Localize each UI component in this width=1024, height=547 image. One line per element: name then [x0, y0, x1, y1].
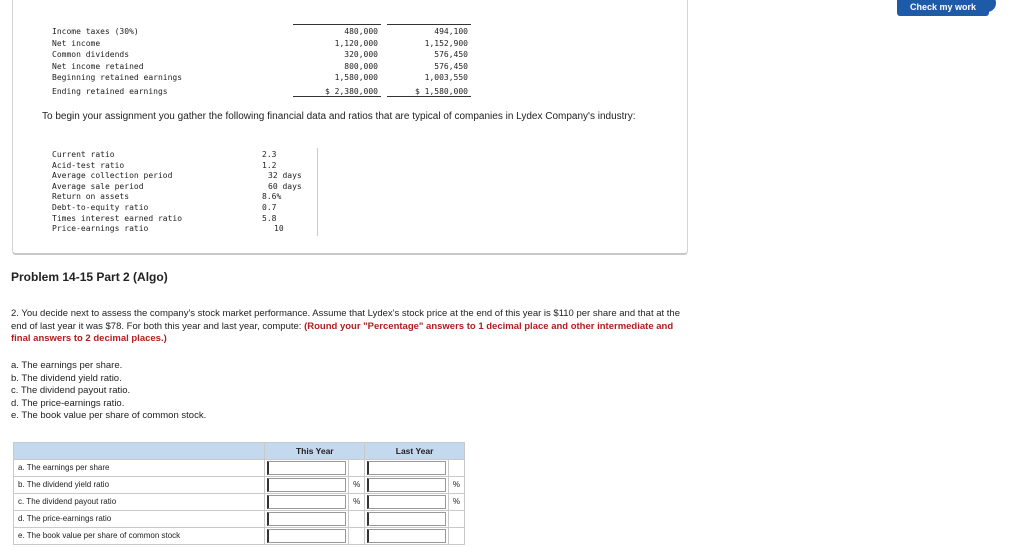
unit-label: % — [349, 493, 365, 510]
last-year-cell — [365, 476, 449, 493]
ratio-value: 60 days — [268, 181, 302, 191]
ratio-label: Return on assets — [52, 192, 130, 202]
last-year-value: $ 1,580,000 — [415, 86, 468, 96]
dividend-yield-this-year-input[interactable] — [267, 478, 346, 492]
row-label: b. The dividend yield ratio — [14, 476, 265, 493]
this-year-cell — [265, 527, 349, 544]
unit-label: % — [448, 476, 464, 493]
this-year-cell — [265, 510, 349, 527]
row-label: e. The book value per share of common stock — [14, 527, 265, 544]
ratio-value: 5.8 — [262, 213, 277, 223]
eps-this-year-input[interactable] — [267, 461, 346, 475]
last-year-cell — [365, 510, 449, 527]
row-label: a. The earnings per share — [14, 459, 265, 476]
last-year-cell — [365, 459, 449, 476]
ratio-label: Times interest earned ratio — [52, 213, 183, 223]
answer-header-row — [14, 443, 465, 460]
this-year-cell — [265, 476, 349, 493]
last-year-value: 576,450 — [434, 50, 468, 59]
ratio-label: Average sale period — [52, 181, 144, 191]
ratio-value: 10 — [274, 224, 284, 234]
list-item: b. The dividend yield ratio. — [11, 372, 122, 384]
pe-last-year-input[interactable] — [367, 512, 446, 526]
check-my-work-button[interactable]: Check my work — [897, 0, 989, 16]
list-item: d. The price-earnings ratio. — [11, 397, 125, 409]
header-last-year: Last Year — [365, 443, 465, 460]
ratio-value: 0.7 — [262, 202, 277, 212]
ratio-label: Acid-test ratio — [52, 160, 125, 170]
last-year-value: 1,003,550 — [424, 73, 468, 82]
table-row — [14, 510, 465, 527]
answer-table — [13, 442, 465, 545]
ratio-value: 2.3 — [262, 150, 277, 159]
pe-this-year-input[interactable] — [267, 512, 346, 526]
unit-label — [349, 510, 365, 527]
header-blank — [14, 443, 265, 460]
ratio-value: 32 days — [268, 171, 302, 181]
this-year-value: 480,000 — [344, 27, 378, 36]
ratio-label: Current ratio — [52, 150, 115, 159]
rounding-instruction: (Round your "Percentage" answers to 1 decimal place and other intermediate and final answers to 2 decimal places.) — [11, 320, 674, 344]
table-row — [14, 527, 465, 544]
row-label: c. The dividend payout ratio — [14, 493, 265, 510]
unit-label: % — [448, 493, 464, 510]
table-row — [14, 493, 465, 510]
dividend-yield-last-year-input[interactable] — [367, 478, 446, 492]
this-year-value: 1,120,000 — [334, 38, 378, 48]
list-item: c. The dividend payout ratio. — [11, 385, 131, 396]
intro-text: To begin your assignment you gather the following financial data and ratios that are typical of companies in Lydex Company's industry: — [42, 111, 636, 122]
this-year-value: 320,000 — [344, 50, 378, 59]
unit-label — [448, 459, 464, 476]
ratio-label: Debt-to-equity ratio — [52, 202, 149, 212]
ratio-value: 1.2 — [262, 160, 277, 170]
table-row — [14, 476, 465, 493]
question-body: 2. You decide next to assess the company's stock market performance. Assume that Lydex's stock price at the end of this year is $110 per share and that at the end of last year it was $78. For both this year and last year, compute: — [11, 308, 680, 332]
unit-label — [349, 527, 365, 544]
this-year-cell — [265, 459, 349, 476]
row-label: Ending retained earnings — [52, 86, 168, 96]
payout-last-year-input[interactable] — [367, 495, 446, 509]
problem-title: Problem 14-15 Part 2 (Algo) — [11, 270, 168, 284]
row-label: Net income retained — [52, 61, 144, 71]
row-label: Common dividends — [52, 50, 130, 59]
payout-this-year-input[interactable] — [267, 495, 346, 509]
this-year-value: $ 2,380,000 — [325, 86, 378, 96]
unit-label — [349, 459, 365, 476]
ratio-label: Price-earnings ratio — [52, 224, 149, 234]
ratio-value: 8.6% — [262, 192, 282, 202]
last-year-cell — [365, 527, 449, 544]
book-value-this-year-input[interactable] — [267, 529, 346, 543]
row-label: d. The price-earnings ratio — [14, 510, 265, 527]
last-year-value: 576,450 — [434, 61, 468, 71]
ratio-label: Average collection period — [52, 171, 173, 181]
eps-last-year-input[interactable] — [367, 461, 446, 475]
header-this-year: This Year — [265, 443, 365, 460]
this-year-cell — [265, 493, 349, 510]
book-value-last-year-input[interactable] — [367, 529, 446, 543]
table-row — [14, 459, 465, 476]
last-year-cell — [365, 493, 449, 510]
question-items — [11, 360, 206, 423]
last-year-value: 1,152,900 — [424, 38, 468, 48]
this-year-value: 800,000 — [344, 61, 378, 71]
list-item: a. The earnings per share. — [11, 360, 123, 371]
last-year-value: 494,100 — [434, 27, 468, 36]
unit-label — [448, 510, 464, 527]
question-text — [11, 308, 685, 346]
row-label: Beginning retained earnings — [52, 73, 183, 82]
row-label: Income taxes (30%) — [52, 27, 139, 36]
unit-label: % — [349, 476, 365, 493]
row-label: Net income — [52, 38, 101, 48]
this-year-value: 1,580,000 — [334, 73, 378, 82]
list-item: e. The book value per share of common stock. — [11, 410, 207, 421]
unit-label — [448, 527, 464, 544]
